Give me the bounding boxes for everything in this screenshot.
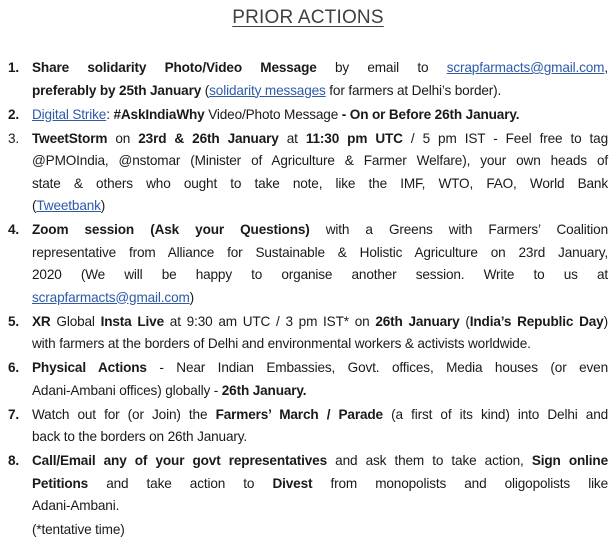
body-text: )	[189, 289, 195, 305]
body-text: Adani-Ambani.	[32, 498, 120, 513]
body-text: (a first of its kind) into Delhi and	[382, 406, 609, 422]
action-item-line	[32, 242, 608, 265]
body-text: (	[32, 198, 37, 213]
action-item-line	[32, 333, 608, 356]
action-item-2	[8, 104, 608, 127]
action-item-3	[8, 128, 608, 218]
body-text: at	[278, 130, 306, 146]
action-item-number: 2.	[8, 106, 20, 122]
body-text: - Near Indian Embassies, Govt. offices, Media houses (or even	[146, 360, 608, 375]
body-text: (	[201, 82, 210, 98]
page-title-text: PRIOR ACTIONS	[232, 7, 384, 28]
link-scrapfarmacts-gmail-com[interactable]: scrapfarmacts@gmail.com	[32, 289, 190, 305]
action-item-number: 3.	[8, 130, 20, 146]
body-text: for farmers at Delhi’s border).	[325, 82, 502, 98]
body-text: with a Greens with Farmers’ Coalition	[309, 222, 608, 237]
emphasis-text: Divest	[272, 475, 313, 491]
action-item-line	[32, 357, 608, 380]
action-item-line	[32, 404, 608, 427]
body-text: :	[106, 106, 114, 122]
body-text: / 5 pm IST - Feel free to tag	[402, 130, 609, 146]
body-text: with farmers at the borders of Delhi and environmental workers & activists worldwide.	[32, 336, 531, 351]
page-title	[0, 7, 616, 29]
action-item-line	[32, 264, 608, 287]
emphasis-text: #AskIndiaWhy	[113, 106, 205, 122]
body-text: Video/Photo Message	[204, 106, 342, 122]
body-text: back to the borders on 26th January.	[32, 429, 248, 444]
emphasis-text: Zoom session (Ask your Questions)	[32, 222, 310, 237]
body-text: Adani-Ambani offices) globally -	[32, 382, 222, 398]
body-text: from monopolists and oligopolists like	[312, 475, 608, 491]
action-item-number: 8.	[8, 453, 20, 468]
emphasis-text: Petitions	[32, 475, 89, 491]
body-text: state & others who ought to take note, like the IMF, WTO, FAO, World Bank	[32, 175, 608, 191]
emphasis-text: Farmers’ March / Parade	[215, 406, 383, 422]
action-item-line	[32, 287, 608, 310]
action-item-line	[32, 450, 608, 473]
link-scrapfarmacts-gmail-com[interactable]: scrapfarmacts@gmail.com	[446, 60, 605, 75]
emphasis-text: 26th January	[375, 313, 460, 329]
body-text: by email to	[316, 60, 447, 75]
body-text: (	[459, 313, 470, 329]
action-item-line	[32, 195, 608, 218]
body-text: 2020 (We will be happy to organise another session. Write to us at	[32, 267, 608, 282]
action-item-line	[32, 80, 608, 103]
body-text: and ask them to take action,	[327, 453, 532, 468]
prior-actions-list	[8, 57, 608, 542]
action-item-number: 1.	[8, 60, 20, 75]
emphasis-text: 26th January.	[221, 382, 307, 398]
emphasis-text: Share solidarity Photo/Video Message	[32, 60, 317, 75]
emphasis-text: 11:30 pm UTC	[305, 130, 403, 146]
action-item-line	[32, 473, 608, 496]
body-text: )	[603, 313, 608, 329]
action-item-line	[32, 128, 608, 151]
action-item-4	[8, 219, 608, 309]
body-text: ,	[604, 60, 608, 75]
action-item-number: 6.	[8, 360, 20, 375]
emphasis-text: preferably by 25th January	[32, 82, 202, 98]
emphasis-text: Sign online	[531, 453, 608, 468]
link-tweetbank[interactable]: Tweetbank	[36, 198, 101, 213]
emphasis-text: TweetStorm	[32, 130, 108, 146]
emphasis-text: - On or Before 26th January.	[341, 106, 520, 122]
action-item-6	[8, 357, 608, 402]
action-item-line	[32, 104, 608, 127]
body-text: on	[107, 130, 139, 146]
action-item-5	[8, 311, 608, 356]
emphasis-text: XR	[32, 313, 51, 329]
body-text: @PMOIndia, @nstomar (Minister of Agriculture & Farmer Welfare), your own heads of	[32, 153, 608, 168]
action-item-line	[32, 150, 608, 173]
action-item-number: 5.	[8, 313, 20, 329]
body-text: and take action to	[88, 475, 273, 491]
body-text: at 9:30 am UTC / 3 pm IST* on	[164, 313, 376, 329]
action-item-line	[32, 380, 608, 403]
body-text: Global	[50, 313, 101, 329]
action-item-line	[32, 173, 608, 196]
action-item-number: 4.	[8, 222, 20, 237]
action-item-number: 7.	[8, 406, 20, 422]
link-solidarity-messages[interactable]: solidarity messages	[209, 82, 326, 98]
emphasis-text: Insta Live	[100, 313, 164, 329]
link-digital-strike[interactable]: Digital Strike	[32, 106, 107, 122]
emphasis-text: 23rd & 26th January	[138, 130, 279, 146]
footnote-tentative-time: (*tentative time)	[32, 522, 125, 537]
action-item-line	[32, 426, 608, 449]
action-item-1	[8, 57, 608, 102]
action-item-line	[32, 57, 608, 80]
emphasis-text: Call/Email any of your govt representatives	[32, 453, 328, 468]
action-item-8	[8, 450, 608, 518]
body-text: Watch out for (or Join) the	[32, 406, 216, 422]
action-item-7	[8, 404, 608, 449]
action-item-line	[32, 495, 608, 518]
emphasis-text: Physical Actions	[32, 360, 147, 375]
body-text: representative from Alliance for Sustainable & Holistic Agriculture on 23rd January,	[32, 244, 608, 260]
body-text: )	[100, 198, 106, 213]
action-item-line	[32, 311, 608, 334]
emphasis-text: India’s Republic Day	[469, 313, 604, 329]
action-item-line	[32, 219, 608, 242]
